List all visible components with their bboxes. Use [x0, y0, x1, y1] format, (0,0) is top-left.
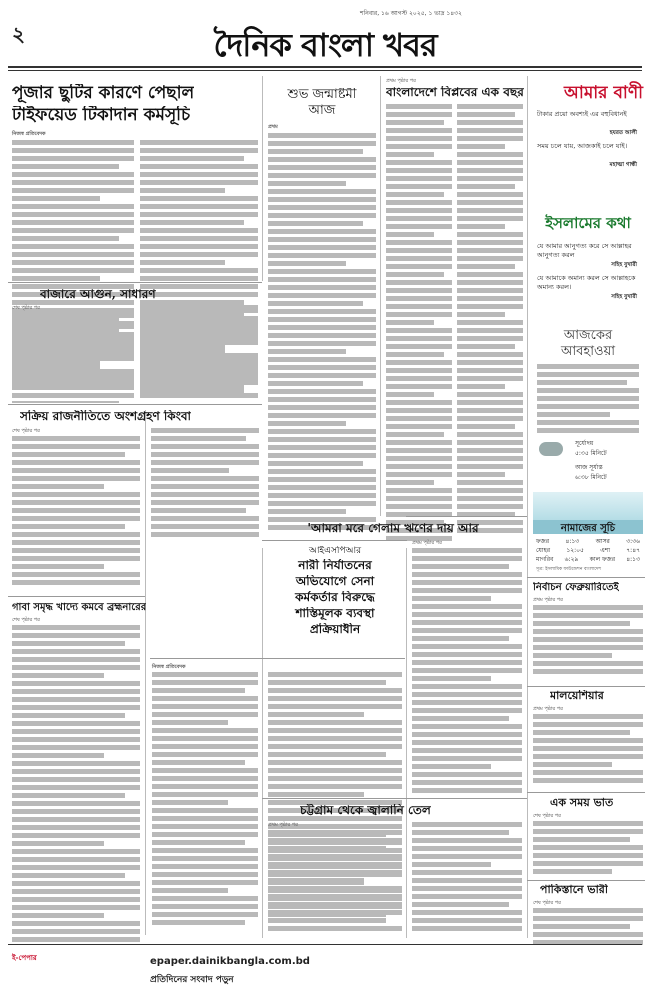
violence-body-col1: [152, 672, 258, 932]
violence-box: [268, 546, 402, 656]
violence-headline-1: আইএসপিআর: [308, 546, 362, 556]
weather-title-1: আজকের: [563, 328, 613, 343]
prayer-note: সূত্র: ইসলামিক ফাউন্ডেশন বাংলাদেশ: [536, 567, 602, 572]
malaysia-continued: প্রথম পৃষ্ঠার পর: [533, 706, 563, 712]
date-line: শনিবার, ১৬ আগস্ট ২০২৫, ১ ভাদ্র ১৪৩২: [360, 10, 462, 17]
revolution-continued: প্রথম পৃষ্ঠার পর: [386, 78, 416, 84]
oil-body-col1: [268, 830, 402, 940]
prayer-name: আসর: [595, 538, 610, 545]
debt-body: [412, 548, 522, 798]
politics-headline: সক্রিয় রাজনীতিতে অংশগ্রহণ কিংবা: [20, 410, 192, 423]
amar-bani-attribution-2: মহাত্মা গান্ধী: [609, 162, 637, 168]
prayer-time: ৪:১৩: [626, 556, 640, 563]
prayer-name: মাগরিব: [536, 556, 554, 563]
election-continued: প্রথম পৃষ্ঠার পর: [533, 597, 563, 603]
debt-continued: প্রথম পৃষ্ঠার পর: [412, 540, 442, 546]
prayer-name: ফজর: [536, 538, 550, 545]
amar-bani-quote-2: সময় চলে যায়, আজকাই চলে যাই।: [537, 142, 628, 150]
revolution-body-col1: [386, 104, 452, 544]
prayer-row: [536, 537, 640, 546]
janmashtami-body: [268, 133, 376, 543]
weather-body: [537, 364, 639, 434]
weather-box: [533, 318, 643, 490]
islam-quote-1: যে আমার আনুগত্য করে সে আল্লাহর আনুগত্য করল: [537, 242, 632, 259]
market-continued: শেষ পৃষ্ঠার পর: [12, 305, 40, 311]
amar-bani-quote-1: টাকার প্রয়ো অবশ্যই এর বহুবিধানই: [537, 110, 627, 118]
prayer-time: ১২:০৫: [566, 547, 584, 554]
masthead-logo: দৈনিক বাংলা খবর: [213, 26, 437, 64]
prayer-time: ৭:৪৭: [626, 547, 640, 554]
islam-quote-2: যে আমাকে অমান্য করল সে আল্লাহকে অমান্য করল।: [537, 274, 636, 291]
prayer-box: [533, 492, 643, 574]
politics-body-col1: [12, 436, 140, 591]
cloud-icon: [539, 442, 563, 456]
pakistan-body: [533, 908, 643, 953]
pakistan-headline: পাকিস্তানে ভারী: [540, 884, 608, 896]
election-body: [533, 605, 643, 683]
rice-headline: এক সময় ভাত: [550, 797, 614, 809]
vaccine-byline: নিজস্ব প্রতিবেদক: [12, 131, 46, 137]
epaper-label: ই-পেপার: [12, 954, 37, 962]
prayer-name: এশা: [600, 547, 611, 554]
cow-headline: গাবা সমৃদ্ধ খাদ্যে কমবে ব্রহ্মনারের: [12, 602, 147, 613]
politics-body-col2: [151, 428, 259, 543]
islam-attribution-1: সহিহ বুখারী: [611, 262, 637, 268]
sunset-time: ৬:৩৮ মিনিটে: [575, 474, 607, 481]
violence-headline-6: প্রক্রিয়াধীন: [309, 623, 361, 636]
prayer-time: ৩:৩৬: [626, 538, 640, 545]
prayer-row: [536, 546, 640, 555]
prayer-time: ৬:২৯: [564, 556, 579, 563]
cow-continued: শেষ পৃষ্ঠার পর: [12, 617, 40, 623]
amar-bani-attribution-1: হযরত আলী: [609, 130, 637, 136]
revolution-headline: বাংলাদেশে বিপ্লবের এক বছর: [386, 86, 524, 99]
islam-title: ইসলামের কথা: [545, 214, 631, 232]
pakistan-continued: শেষ পৃষ্ঠার পর: [533, 900, 561, 906]
oil-headline: চট্টগ্রাম থেকে জ্বালানি তেল: [300, 804, 431, 817]
janmashtami-byline: প্রথম: [268, 124, 278, 130]
page-number: ২: [12, 22, 26, 46]
violence-headline-5: শাস্তিমূলক ব্যবস্থা: [295, 607, 375, 620]
rice-continued: শেষ পৃষ্ঠার পর: [533, 813, 561, 819]
debt-headline: 'আমরা মরে গেলাম ঋণের দায় আর: [307, 522, 479, 535]
prayer-row: [536, 555, 640, 564]
sunrise-time: ৫:৩৫ মিনিটে: [575, 450, 607, 457]
islam-box: [533, 200, 643, 315]
vaccine-headline-1: পূজার ছুটির কারণে পেছাল: [12, 84, 195, 103]
sunset-label: আজ সূর্যাস্ত: [575, 464, 603, 471]
market-headline: বাজারে আগুন, সাধারণ: [40, 288, 156, 301]
violence-headline-2: নারী নির্যাতনের: [298, 559, 372, 572]
mosque-icon: [533, 492, 643, 520]
malaysia-headline: মালয়েশিয়ার: [550, 690, 604, 702]
weather-title-2: আবহাওয়া: [561, 344, 615, 359]
violence-byline: নিজস্ব প্রতিবেদক: [152, 664, 186, 670]
revolution-body-col2: [457, 104, 523, 544]
janmashtami-headline-2: আজ: [308, 104, 336, 118]
violence-headline-4: কর্মকর্তার বিরুদ্ধে: [295, 591, 375, 604]
rice-body: [533, 821, 643, 877]
epaper-url[interactable]: epaper.dainikbangla.com.bd: [150, 956, 310, 967]
malaysia-body: [533, 714, 643, 789]
politics-continued: শেষ পৃষ্ঠার পর: [12, 428, 40, 434]
oil-body-col2: [412, 822, 522, 940]
election-headline: নির্বাচন ফেব্রুয়ারিতেই: [533, 582, 619, 593]
amar-bani-box: [533, 78, 643, 198]
vaccine-headline-2: টাইফয়েড টিকাদান কর্মসূচি: [12, 106, 191, 125]
prayer-time: ৪:১৩: [565, 538, 580, 545]
market-body-col2: [140, 305, 258, 403]
prayer-name: কাল ফজর: [589, 556, 615, 563]
janmashtami-headline-1: শুভ জন্মাষ্টমী: [287, 88, 357, 102]
epaper-tagline: প্রতিদিনের সংবাদ পড়ুন: [150, 975, 234, 985]
islam-attribution-2: সহিহ বুখারী: [611, 294, 637, 300]
amar-bani-title: আমার বাণী: [563, 83, 643, 103]
violence-headline-3: অভিযোগে সেনা: [295, 575, 375, 588]
footer-bar: [8, 944, 642, 945]
prayer-name: যোহর: [536, 547, 551, 554]
cow-body: [12, 625, 140, 945]
sunrise-label: সূর্যোদয়: [575, 440, 594, 447]
oil-continued: প্রথম পৃষ্ঠার পর: [268, 822, 298, 828]
prayer-title: নামাজের সূচি: [560, 523, 616, 534]
market-body-col1: [12, 313, 134, 403]
prayer-table: [536, 537, 640, 564]
